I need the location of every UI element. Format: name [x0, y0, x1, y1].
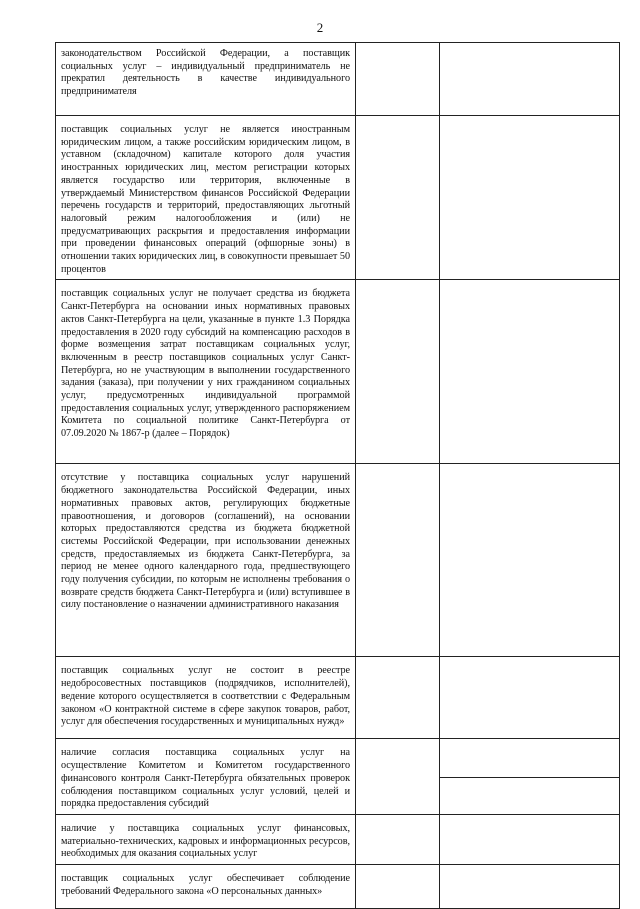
table-row — [56, 116, 620, 280]
condition-text: законодательством Российской Федерации, а поставщик социальных услуг – индивидуальный предприниматель не прекратил деятельность в качестве индивидуального предпринимателя — [61, 48, 350, 98]
criteria-table — [55, 42, 620, 909]
table-row — [56, 280, 620, 464]
blank-cell — [440, 280, 620, 464]
table-row — [56, 739, 620, 815]
blank-subcell — [440, 739, 619, 777]
condition-cell — [56, 865, 356, 909]
blank-cell — [356, 464, 440, 657]
condition-cell — [56, 116, 356, 280]
table-row — [56, 464, 620, 657]
blank-subcell — [440, 777, 619, 778]
condition-text: отсутствие у поставщика социальных услуг нарушений бюджетного законодательства Российской Федерации, иных нормативных правовых актов, регулирующих бюджетные правоотношения, и договоров (соглашений), на основании которых предоставляются средства из бюджета бюджетной системы Российской Федерации, при использовании денежных средств, предоставляемых из бюджета Санкт-Петербурга, за период не менее одного календарного года, предшествующего году получения субсидии, по которым не исполнены требования о возврате средств бюджета Санкт-Петербурга и (или) вступившее в силу постановление о назначении административного наказания — [61, 472, 350, 611]
blank-cell — [440, 657, 620, 739]
table-row — [56, 814, 620, 864]
blank-cell — [440, 43, 620, 116]
blank-cell — [356, 739, 440, 815]
blank-cell — [356, 814, 440, 864]
blank-cell — [440, 865, 620, 909]
blank-cell — [356, 116, 440, 280]
blank-cell — [440, 739, 620, 815]
blank-cell — [356, 43, 440, 116]
blank-cell — [356, 280, 440, 464]
condition-text: поставщик социальных услуг не получает средства из бюджета Санкт-Петербурга на основании иных нормативных правовых актов Санкт-Петербурга на цели, указанные в пункте 1.3 Порядка предоставления в 2020 году субсидий на компенсацию расходов в форме возмещения затрат поставщикам социальных услуг, включенным в реестр поставщиков социальных услуг Санкт-Петербурга, но не участвующим в выполнении государственного задания (заказа), при получении у них гражданином социальных услуг, предусмотренных индивидуальной программой предоставления социальных услуг, утвержденного распоряжением Комитета по социальной политике Санкт-Петербурга от 07.09.2020 № 1867-р (далее – Порядок) — [61, 288, 350, 440]
condition-cell — [56, 739, 356, 815]
table-row — [56, 657, 620, 739]
condition-cell — [56, 657, 356, 739]
condition-text: поставщик социальных услуг не состоит в реестре недобросовестных поставщиков (подрядчиков, исполнителей), ведение которого осуществляется в соответствии с Федеральным законом «О контрактной системе в сфере закупок товаров, работ, услуг для обеспечения государственных и муниципальных нужд» — [61, 665, 350, 728]
condition-cell — [56, 464, 356, 657]
blank-cell — [440, 464, 620, 657]
condition-cell — [56, 43, 356, 116]
blank-cell — [440, 116, 620, 280]
split-cell — [440, 739, 619, 778]
condition-cell — [56, 814, 356, 864]
condition-cell — [56, 280, 356, 464]
blank-cell — [356, 657, 440, 739]
condition-text: поставщик социальных услуг обеспечивает соблюдение требований Федерального закона «О персональных данных» — [61, 873, 350, 897]
condition-text: поставщик социальных услуг не является иностранным юридическим лицом, а также российским юридическим лицом, в уставном (складочном) капитале которого доля участия иностранных юридических лиц, местом регистрации которых является государство или территория, включенные в утверждаемый Министерством финансов Российской Федерации перечень государств и территорий, предоставляющих льготный налоговый режим налогообложения и (или) не предусматривающих раскрытия и предоставления информации при проведении финансовых операций (офшорные зоны) в отношении таких юридических лиц, в совокупности превышает 50 процентов — [61, 124, 350, 275]
table-row — [56, 865, 620, 909]
condition-text: наличие у поставщика социальных услуг финансовых, материально-технических, кадровых и информационных ресурсов, необходимых для оказания социальных услуг — [61, 822, 350, 860]
blank-cell — [440, 814, 620, 864]
blank-cell — [356, 865, 440, 909]
table-row — [56, 43, 620, 116]
condition-text: наличие согласия поставщика социальных услуг на осуществление Комитетом и Комитетом государственного финансового контроля Санкт-Петербурга обязательных проверок соблюдения поставщиком социальных услуг условий, целей и порядка предоставления субсидий — [61, 747, 350, 810]
page-number: 2 — [316, 20, 324, 35]
